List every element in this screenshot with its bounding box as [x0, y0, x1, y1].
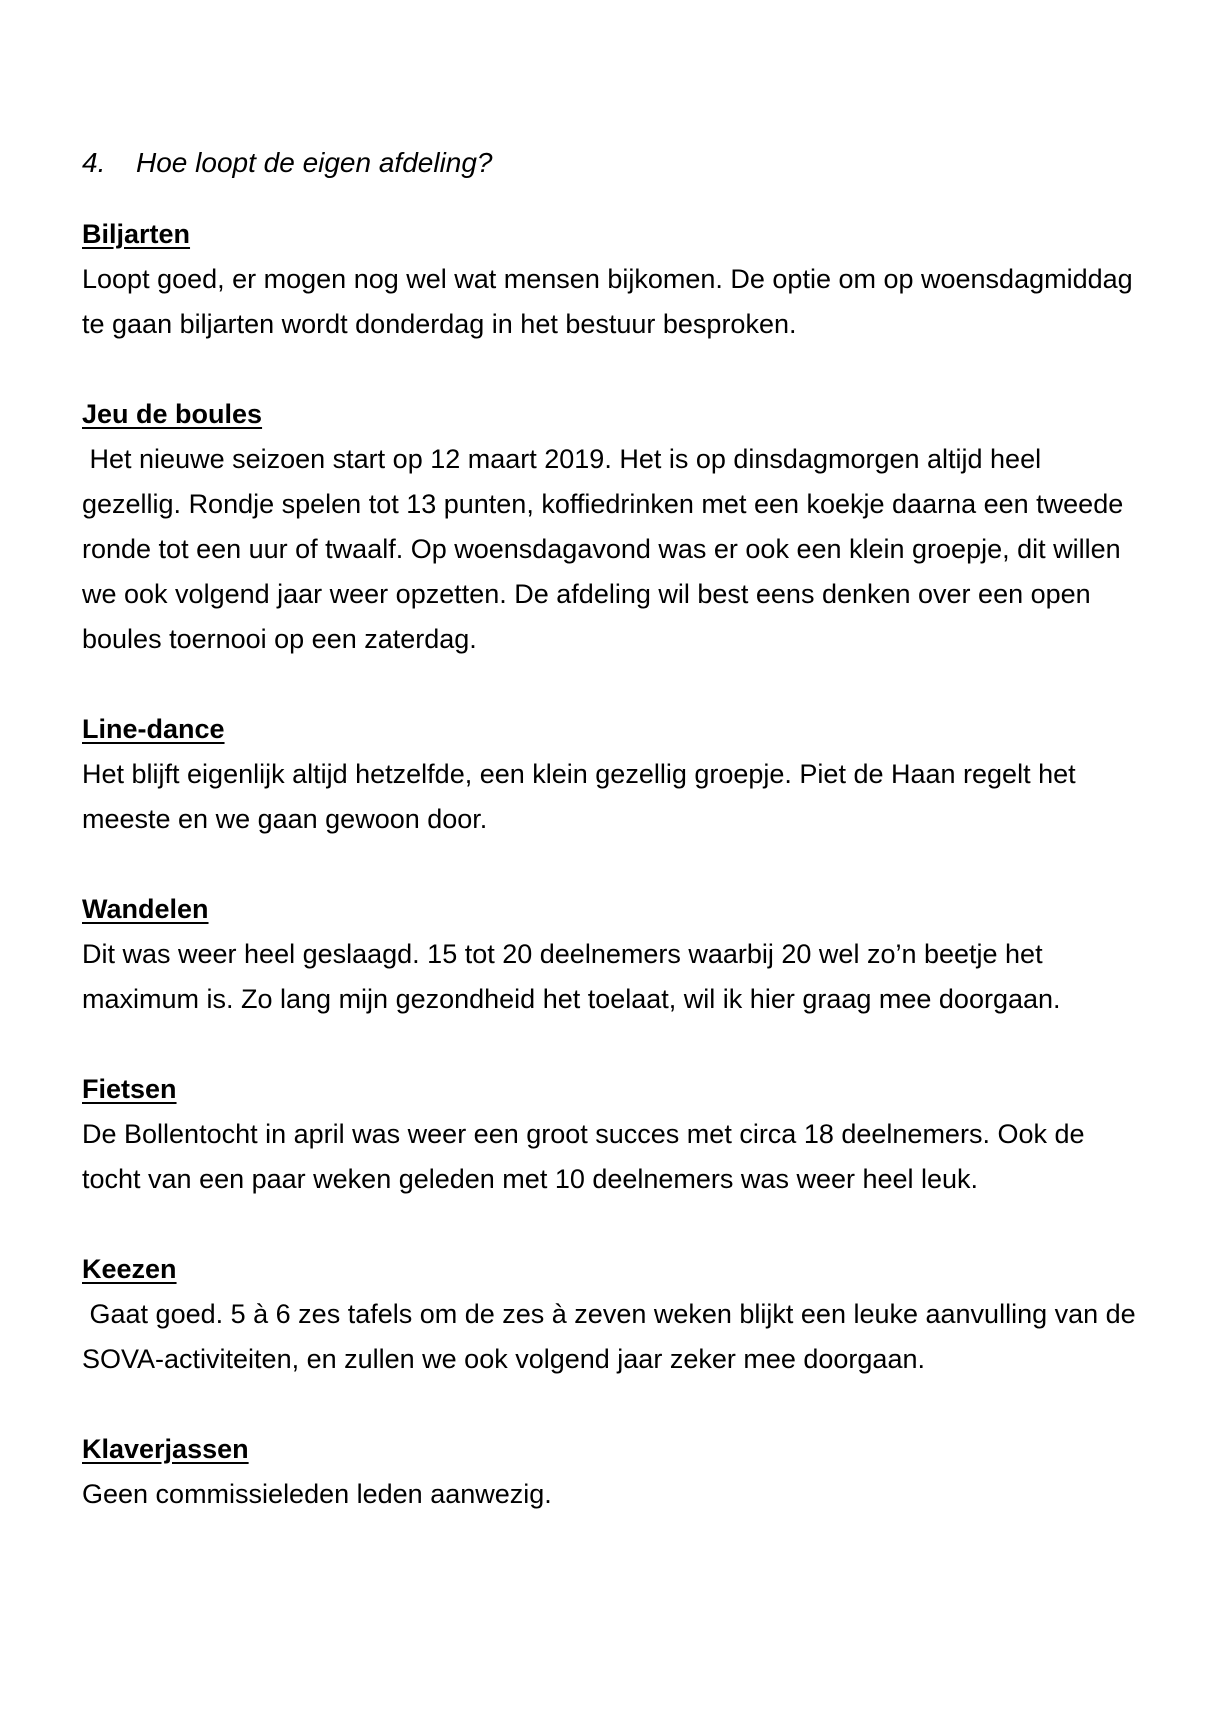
section-title: Fietsen: [82, 1074, 177, 1104]
question-text: Hoe loopt de eigen afdeling?: [136, 147, 493, 178]
section-wandelen: [82, 887, 1142, 1022]
section-jeu-de-boules: [82, 392, 1142, 662]
section-body: Loopt goed, er mogen nog wel wat mensen bijkomen. De optie om op woensdagmiddag te gaan biljarten wordt donderdag in het bestuur besproken.: [82, 264, 1141, 339]
section-body: Dit was weer heel geslaagd. 15 tot 20 deelnemers waarbij 20 wel zo’n beetje het maximum is. Zo lang mijn gezondheid het toelaat, wil ik hier graag mee doorgaan.: [82, 939, 1061, 1014]
section-title: Line-dance: [82, 714, 225, 744]
question-heading: [82, 140, 1142, 185]
section-body: Het nieuwe seizoen start op 12 maart 2019. Het is op dinsdagmorgen altijd heel gezellig. Rondje spelen tot 13 punten, koffiedrinken met een koekje daarna een tweede ronde tot een uur of twaalf. Op woensdagavond was er ook een klein groepje, dit willen we ook volgend jaar weer opzetten. De afdeling wil best eens denken over een open boules toernooi op een zaterdag.: [82, 444, 1131, 654]
section-body: De Bollentocht in april was weer een groot succes met circa 18 deelnemers. Ook de tocht van een paar weken geleden met 10 deelnemers was weer heel leuk.: [82, 1119, 1093, 1194]
section-title: Wandelen: [82, 894, 209, 924]
section-body: Gaat goed. 5 à 6 zes tafels om de zes à zeven weken blijkt een leuke aanvulling van de SOVA-activiteiten, en zullen we ook volgend jaar zeker mee doorgaan.: [82, 1299, 1144, 1374]
section-line-dance: [82, 707, 1142, 842]
document-content: [82, 140, 1142, 1562]
section-klaverjassen: [82, 1427, 1142, 1517]
question-number: 4.: [82, 147, 106, 178]
section-title: Jeu de boules: [82, 399, 263, 429]
section-keezen: [82, 1247, 1142, 1382]
section-body: Geen commissieleden leden aanwezig.: [82, 1479, 552, 1509]
section-title: Keezen: [82, 1254, 177, 1284]
section-body: Het blijft eigenlijk altijd hetzelfde, een klein gezellig groepje. Piet de Haan regelt het meeste en we gaan gewoon door.: [82, 759, 1084, 834]
section-biljarten: [82, 212, 1142, 347]
section-fietsen: [82, 1067, 1142, 1202]
section-title: Klaverjassen: [82, 1434, 249, 1464]
section-title: Biljarten: [82, 219, 191, 249]
